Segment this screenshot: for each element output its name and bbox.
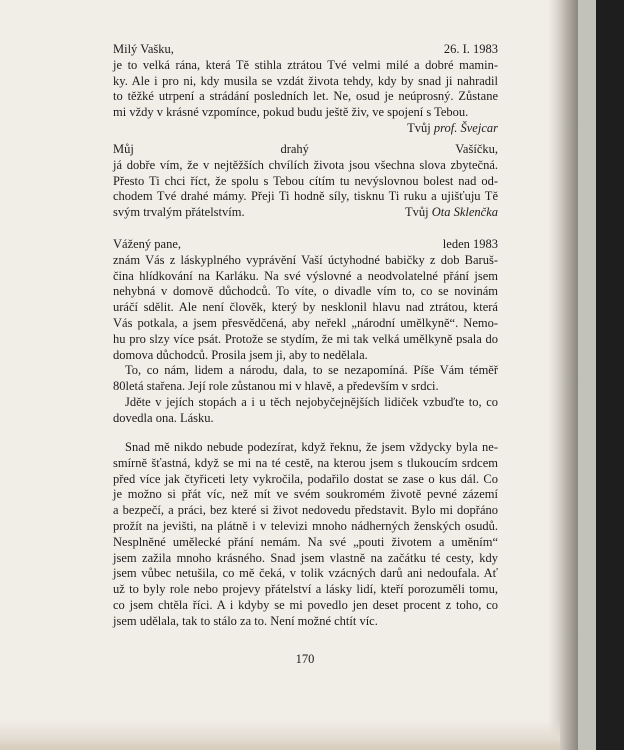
background-edge xyxy=(596,0,624,750)
letter-1-salutation: Milý Vašku, xyxy=(113,42,174,56)
letter-2-closing: Tvůj xyxy=(404,205,429,220)
page-number: 170 xyxy=(295,652,315,666)
letter-2-signature: Ota Sklenčka xyxy=(431,205,498,220)
letter-1-header xyxy=(113,42,498,58)
letter-3-header xyxy=(113,237,498,253)
letter-3-line: Jděte v jejích stopách a i u těch nejobyčejnějších lidiček vzbuďte to, co xyxy=(125,394,498,409)
letter-3-line: To, co nám, lidem a národu, dala, to se nezapomíná. Píše Vám téměř xyxy=(125,363,498,378)
letter-1-line: mi vždy v krásné vzpomínce, pokud budu ještě živ, ve spojení s Tebou. xyxy=(113,105,469,120)
closing-line: Nesplněné umělecké přání nemám. Na své „pouti životem a uměním“ xyxy=(113,534,498,549)
letter-2-line: Přesto Ti chci říct, že spolu s Tebou cítím tu nevýslovnou bolest nad od- xyxy=(113,173,498,188)
letter-3-line: čina hlídkování na Karláku. Na své výslovné a neodvolatelné přání jsem xyxy=(113,268,498,283)
letter-1-date: 26. I. 1983 xyxy=(443,42,498,56)
letter-3-line: 80letá stařena. Její role zůstanou mi v hlavě, a především v srdci. xyxy=(113,379,439,394)
letter-2-signature-line xyxy=(405,205,498,221)
closing-line: jsem vůbec netušila, co mě čeká, v tolik vzácných darů ani nedoufala. Ať xyxy=(113,566,498,581)
letter-2 xyxy=(113,142,498,221)
letter-2-salutation: Můj drahý Vašíčku, xyxy=(113,142,498,156)
letter-1 xyxy=(113,42,498,137)
letter-3-date: leden 1983 xyxy=(442,237,498,251)
letter-3-line: dovedla ona. Lásku. xyxy=(113,410,214,425)
letter-3-line: hu pro slzy více psát. Protože se stydím, že mi tak velká umělkyně psala do xyxy=(113,331,498,346)
letter-2-line: já dobře vím, že v nejtěžších chvílích života jsou všechna slova zbytečná. xyxy=(113,157,498,172)
closing-paragraph xyxy=(113,440,498,630)
letter-3-line: nehybná v domově důchodců. To víte, o divadle vím to, co se novinám xyxy=(113,284,498,299)
closing-line: před více jak čtyřiceti lety vykročila, podařilo dostat se zase o kus dál. Co xyxy=(113,471,498,486)
letter-1-line: ky. Ale i pro ni, kdy musila se vzdát života tehdy, kdy by snad ji nahradil xyxy=(113,73,498,88)
letter-1-signature: prof. Švejcar xyxy=(433,120,498,135)
closing-line: jsem udělala, tak to stálo za to. Není možné chtít víc. xyxy=(113,613,378,628)
letter-1-line: to těžké utrpení a strádání posledních let. Ne, osud je neúprosný. Zůstane xyxy=(113,89,498,104)
letter-1-signature-line xyxy=(113,121,498,137)
letter-1-line: je to velká rána, která Tě stihla ztrátou Tvé velmi milé a dobré mamin- xyxy=(113,57,498,72)
book-spine xyxy=(548,0,578,750)
letter-2-last-text: svým trvalým přátelstvím. xyxy=(113,205,245,220)
letter-3-line: Vás potkala, a jsem přesvědčená, aby neřekl „národní umělkyně“. Nemo- xyxy=(113,315,498,330)
closing-line: smírně šťastná, když se mi na té cestě, na kterou jsem s tlukoucím srdcem xyxy=(113,455,498,470)
letter-3-line: znám Vás z láskyplného vyprávění Vaší úctyhodné babičky z dob Baruš- xyxy=(113,252,498,267)
letter-3-salutation: Vážený pane, xyxy=(113,237,182,251)
letter-1-closing: Tvůj xyxy=(407,120,431,135)
letter-3-line: domova důchodců. Prosila jsem ji, aby to nedělala. xyxy=(113,347,368,362)
letter-2-line: chodem Tvé drahé mámy. Přeji Ti hodně síly, tisknu Ti ruku a ujišťuju Tě xyxy=(113,189,498,204)
letter-3-line: uráčí sdělit. Ale není člověk, který by nesklonil hlavu nad ztrátou, která xyxy=(113,300,498,315)
closing-line: Snad mě nikdo nebude podezírat, když řeknu, že jsem vždycky byla ne- xyxy=(125,440,498,454)
closing-line: co jsem chtěla říci. A i kdyby se mi povedlo jen deset procent z toho, co xyxy=(113,597,498,612)
letter-2-last-line xyxy=(113,205,498,221)
page-bottom-shade xyxy=(0,720,560,750)
letter-3 xyxy=(113,237,498,427)
closing-line: už to byly role nebo projevy přátelství a lásky lidí, kteří porozuměli tomu, xyxy=(113,582,498,597)
closing-line: prožít na jevišti, na plátně i v televizi mnoho nádherných ženských osudů. xyxy=(113,518,498,533)
closing-line: je možno si přát víc, než mít ve svém soukromém životě pevné zázemí xyxy=(113,487,498,502)
closing-line: a bezpečí, a práci, bez které si život nedovedu představit. Bylo mi dopřáno xyxy=(113,503,498,518)
closing-line: jsem zažila mnoho krásného. Snad jsem vlastně na začátku té cesty, kdy xyxy=(113,550,498,565)
